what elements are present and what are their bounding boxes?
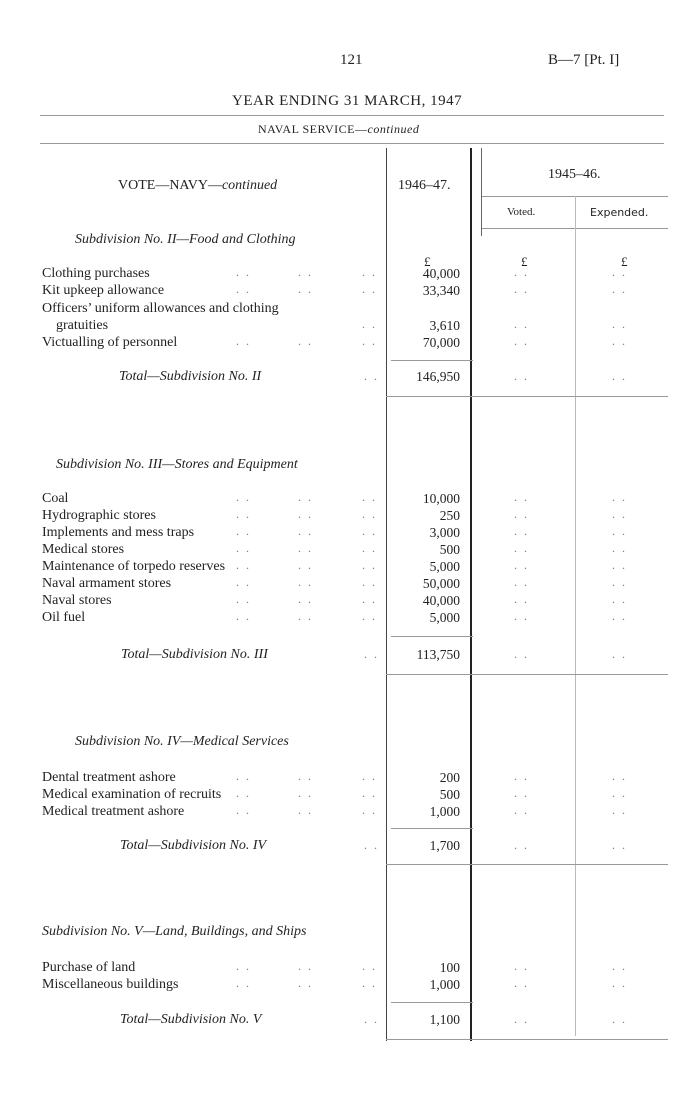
expended-dots: . . [612, 609, 627, 623]
leader-dots: . . [236, 786, 251, 800]
leader-dots: . . [236, 265, 251, 279]
voted-dots: . . [514, 524, 529, 538]
voted-heading: Voted. [507, 206, 536, 218]
row-leader-dots: . . [362, 786, 377, 800]
section-title: Subdivision No. V—Land, Buildings, and Ships [42, 924, 307, 939]
expended-dots: . . [612, 647, 627, 661]
voted-dots: . . [514, 507, 529, 521]
vote-continued: continued [221, 178, 278, 193]
total-rule [391, 1002, 473, 1003]
value-1946: 1,000 [429, 977, 460, 992]
value-1946: 40,000 [422, 266, 460, 281]
total-leader-dots: . . [364, 369, 379, 383]
leader-dots: . . [236, 524, 251, 538]
voted-dots: . . [514, 317, 529, 331]
leader-dots: . . [236, 282, 251, 296]
col-1946-heading: 1946–47. [398, 178, 451, 193]
total-bottom-rule [386, 864, 668, 865]
col-rule-left [386, 148, 387, 1041]
row-leader-dots: . . [362, 490, 377, 504]
row-leader-dots: . . [362, 558, 377, 572]
expended-dots: . . [612, 1012, 627, 1026]
row-label: Naval stores [42, 593, 112, 608]
col-1945-heading: 1945–46. [548, 167, 601, 182]
row-label: Dental treatment ashore [42, 770, 176, 785]
voted-dots: . . [514, 369, 529, 383]
leader-dots: . . [236, 959, 251, 973]
leader-dots: . . [298, 959, 313, 973]
voted-dots: . . [514, 558, 529, 572]
row-leader-dots: . . [362, 575, 377, 589]
total-rule [391, 828, 473, 829]
expended-dots: . . [612, 282, 627, 296]
total-value-1946: 1,100 [429, 1012, 460, 1027]
value-1946: 70,000 [422, 335, 460, 350]
leader-dots: . . [298, 490, 313, 504]
expended-dots: . . [612, 769, 627, 783]
voted-dots: . . [514, 838, 529, 852]
leader-dots: . . [298, 769, 313, 783]
expended-dots: . . [612, 786, 627, 800]
leader-dots: . . [298, 265, 313, 279]
leader-dots: . . [298, 282, 313, 296]
section-title: Subdivision No. IV—Medical Services [75, 734, 289, 749]
leader-dots: . . [298, 786, 313, 800]
row-label: Oil fuel [42, 610, 86, 625]
voted-dots: . . [514, 609, 529, 623]
leader-dots: . . [298, 976, 313, 990]
leader-dots: . . [236, 541, 251, 555]
leader-dots: . . [298, 592, 313, 606]
value-1946: 10,000 [422, 491, 460, 506]
total-value-1946: 146,950 [416, 369, 460, 384]
expended-dots: . . [612, 558, 627, 572]
expended-dots: . . [612, 490, 627, 504]
voted-dots: . . [514, 803, 529, 817]
row-leader-dots: . . [362, 507, 377, 521]
voted-dots: . . [514, 490, 529, 504]
row-leader-dots: . . [362, 803, 377, 817]
expended-dots: . . [612, 524, 627, 538]
value-1946: 33,340 [422, 283, 460, 298]
row-leader-dots: . . [362, 524, 377, 538]
voted-dots: . . [514, 541, 529, 555]
service-continued: continued [367, 122, 420, 136]
row-label: Miscellaneous buildings [42, 977, 179, 992]
total-label: Total—Subdivision No. IV [120, 838, 267, 853]
voted-dots: . . [514, 786, 529, 800]
currency-expended: £ [621, 254, 628, 269]
leader-dots: . . [236, 507, 251, 521]
leader-dots: . . [236, 490, 251, 504]
row-label: Hydrographic stores [42, 508, 156, 523]
voted-dots: . . [514, 592, 529, 606]
row-leader-dots: . . [362, 609, 377, 623]
col-rule-middle [470, 148, 472, 1041]
expended-dots: . . [612, 541, 627, 555]
title-rule [40, 115, 664, 116]
row-label: Medical treatment ashore [42, 804, 185, 819]
voted-dots: . . [514, 647, 529, 661]
total-label: Total—Subdivision No. II [119, 369, 262, 384]
leader-dots: . . [298, 334, 313, 348]
row-leader-dots: . . [362, 282, 377, 296]
total-label: Total—Subdivision No. V [120, 1012, 262, 1027]
value-1946: 5,000 [429, 610, 460, 625]
page-number: 121 [340, 52, 363, 68]
expended-dots: . . [612, 803, 627, 817]
value-1946: 200 [439, 770, 460, 785]
document-reference: B—7 [Pt. I] [548, 52, 620, 68]
row-label: Clothing purchases [42, 266, 150, 281]
row-leader-dots: . . [362, 541, 377, 555]
row-label: Implements and mess traps [42, 525, 195, 540]
leader-dots: . . [298, 803, 313, 817]
expended-dots: . . [612, 265, 627, 279]
voted-dots: . . [514, 265, 529, 279]
row-label: Medical stores [42, 542, 125, 557]
value-1946: 50,000 [422, 576, 460, 591]
total-bottom-rule [386, 674, 668, 675]
voted-dots: . . [514, 976, 529, 990]
leader-dots: . . [236, 976, 251, 990]
value-1946: 1,000 [429, 804, 460, 819]
total-bottom-rule [386, 396, 668, 397]
voted-dots: . . [514, 959, 529, 973]
page-title: YEAR ENDING 31 MARCH, 1947 [232, 93, 463, 109]
expended-dots: . . [612, 334, 627, 348]
leader-dots: . . [298, 524, 313, 538]
col-rule-1945-left [481, 148, 482, 236]
total-bottom-rule [386, 1039, 668, 1040]
row-label: Officers’ uniform allowances and clothing [42, 301, 279, 316]
expended-dots: . . [612, 317, 627, 331]
value-1946: 500 [439, 542, 460, 557]
total-value-1946: 113,750 [416, 647, 460, 662]
value-1946: 100 [439, 960, 460, 975]
expended-dots: . . [612, 838, 627, 852]
row-leader-dots: . . [362, 265, 377, 279]
expended-dots: . . [612, 959, 627, 973]
expended-dots: . . [612, 575, 627, 589]
vote-heading [118, 178, 277, 194]
total-label: Total—Subdivision No. III [121, 647, 268, 662]
total-leader-dots: . . [364, 647, 379, 661]
row-label: Purchase of land [42, 960, 136, 975]
total-leader-dots: . . [364, 838, 379, 852]
service-label: NAVAL SERVICE— [258, 122, 368, 136]
col-rule-voted-expended [575, 196, 576, 1036]
row-label: Victualling of personnel [42, 335, 178, 350]
voted-dots: . . [514, 1012, 529, 1026]
expended-dots: . . [612, 592, 627, 606]
row-label: Maintenance of torpedo reserves [42, 559, 226, 574]
leader-dots: . . [236, 558, 251, 572]
row-label-continued: gratuities [56, 318, 109, 333]
value-1946: 5,000 [429, 559, 460, 574]
voted-dots: . . [514, 282, 529, 296]
expended-dots: . . [612, 369, 627, 383]
voted-dots: . . [514, 334, 529, 348]
leader-dots: . . [236, 803, 251, 817]
currency-voted: £ [521, 254, 528, 269]
value-1946: 3,000 [429, 525, 460, 540]
expended-heading: Expended. [590, 206, 649, 219]
value-1946: 40,000 [422, 593, 460, 608]
row-label: Kit upkeep allowance [42, 283, 165, 298]
row-label: Medical examination of recruits [42, 787, 222, 802]
leader-dots: . . [236, 769, 251, 783]
currency-1946: £ [424, 254, 431, 269]
leader-dots: . . [236, 575, 251, 589]
value-1946: 250 [439, 508, 460, 523]
service-rule [40, 143, 664, 144]
section-title: Subdivision No. III—Stores and Equipment [56, 457, 298, 472]
voted-dots: . . [514, 769, 529, 783]
total-value-1946: 1,700 [429, 838, 460, 853]
expended-dots: . . [612, 507, 627, 521]
row-label: Naval armament stores [42, 576, 172, 591]
leader-dots: . . [236, 334, 251, 348]
leader-dots: . . [236, 609, 251, 623]
total-rule [391, 360, 473, 361]
row-leader-dots: . . [362, 959, 377, 973]
service-heading [258, 122, 419, 137]
leader-dots: . . [298, 575, 313, 589]
leader-dots: . . [298, 558, 313, 572]
leader-dots: . . [236, 592, 251, 606]
total-rule [391, 636, 473, 637]
row-leader-dots: . . [362, 592, 377, 606]
voted-dots: . . [514, 575, 529, 589]
vote-label: VOTE—NAVY— [118, 178, 222, 193]
total-leader-dots: . . [364, 1012, 379, 1026]
section-title: Subdivision No. II—Food and Clothing [75, 232, 296, 247]
leader-dots: . . [298, 541, 313, 555]
row-leader-dots: . . [362, 769, 377, 783]
row-leader-dots: . . [362, 334, 377, 348]
expended-dots: . . [612, 976, 627, 990]
row-leader-dots: . . [362, 976, 377, 990]
row-leader-dots: . . [362, 317, 377, 331]
row-label: Coal [42, 491, 69, 506]
value-1946: 500 [439, 787, 460, 802]
leader-dots: . . [298, 609, 313, 623]
value-1946: 3,610 [429, 318, 460, 333]
leader-dots: . . [298, 507, 313, 521]
